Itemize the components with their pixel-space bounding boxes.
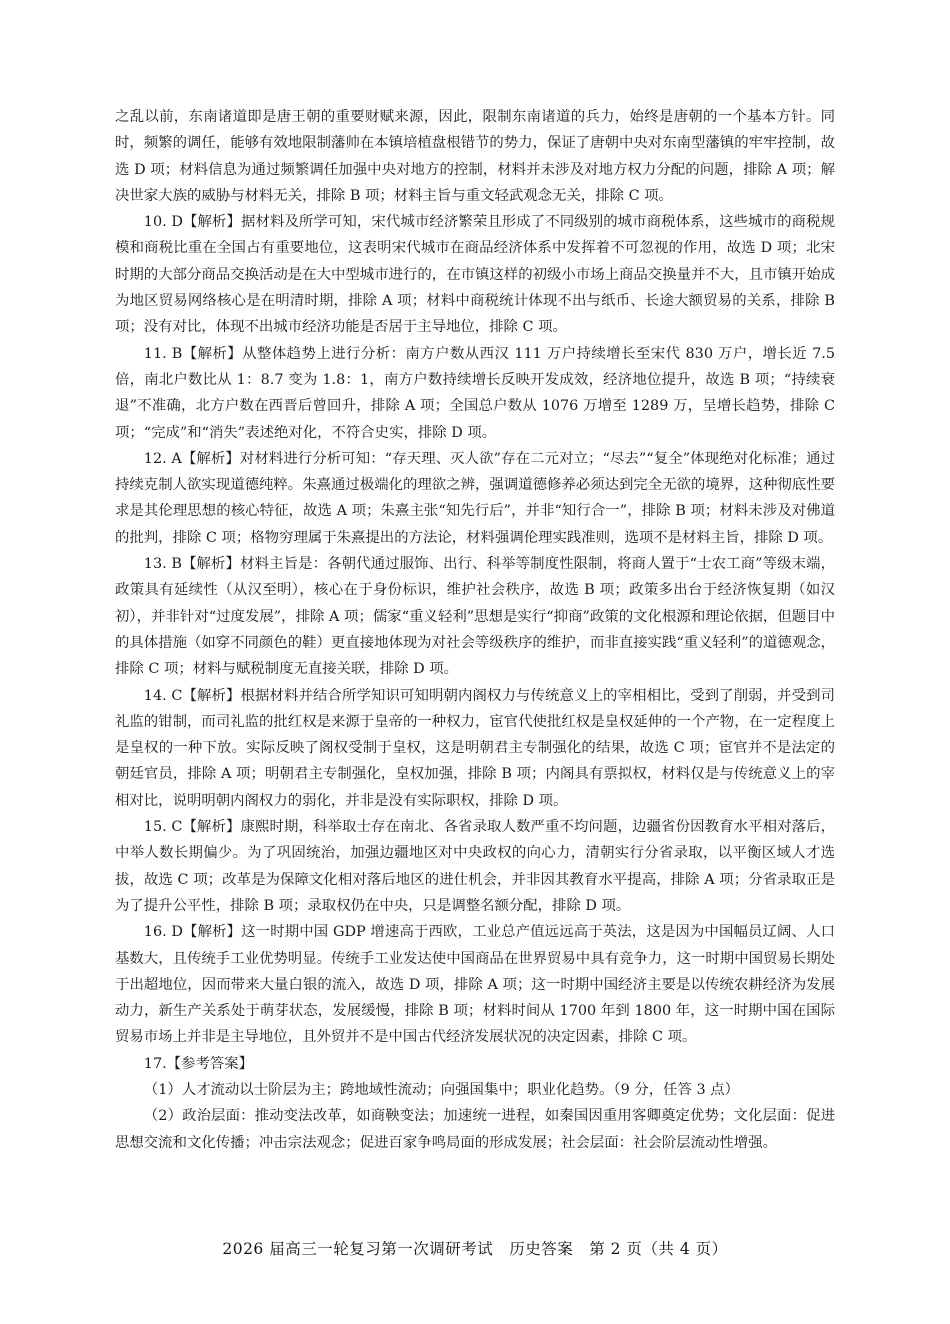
paragraph-q10: 10. D【解析】据材料及所学可知，宋代城市经济繁荣且形成了不同级别的城市商税体系，这些城市的商税规模和商税比重在全国占有重要地位，这表明宋代城市在商品经济体系中发挥着不可忽视的作用，故选 D 项；北宋时期的大部分商品交换活动是在大中型城市进行的，在市镇这样的初级小市场上商品交换量并不大，且市镇开始成为地区贸易网络核心是在明清时期，排除 A 项；材料中商税统计体现不出与纸币、长途大额贸易的关系，排除 B 项；没有对比，体现不出城市经济功能是否居于主导地位，排除 C 项。	[115, 214, 835, 336]
paragraph-q14: 14. C【解析】根据材料并结合所学知识可知明朝内阁权力与传统意义上的宰相相比，受到了削弱，并受到司礼监的钳制，而司礼监的批红权是来源于皇帝的一种权力，宦官代使批红权是皇权延伸的一个产物，在一定程度上是皇权的一种下放。实际反映了阁权受制于皇权，这是明朝君主专制强化的结果，故选 C 项；宦官并不是法定的朝廷官员，排除 A 项；明朝君主专制强化，皇权加强，排除 B 项；内阁具有票拟权，材料仅是与传统意义上的宰相对比，说明明朝内阁权力的弱化，并非是没有实际职权，排除 D 项。	[115, 687, 835, 809]
answer-body	[115, 104, 835, 1156]
paragraph-q13: 13. B【解析】材料主旨是：各朝代通过服饰、出行、科举等制度性限制，将商人置于“士农工商”等级末端，政策具有延续性（从汉至明），核心在于身份标识，维护社会秩序，故选 B 项；政策多出台于经济恢复期（如汉初），并非针对“过度发展”，排除 A 项；儒家“重义轻利”思想是实行“抑商”政策的文化根源和理论依据，但题目中的具体措施（如穿不同颜色的鞋）更直接地体现为对社会等级秩序的维护，而非直接实践“重义轻利”的道德观念，排除 C 项；材料与赋税制度无直接关联，排除 D 项。	[115, 556, 835, 678]
paragraph-q17-part1: （1）人才流动以士阶层为主；跨地域性流动；向强国集中；职业化趋势。（9 分，任答 3 点）	[143, 1081, 740, 1098]
paragraph-continued: 之乱以前，东南诸道即是唐王朝的重要财赋来源，因此，限制东南诸道的兵力，始终是唐朝的一个基本方针。同时，频繁的调任，能够有效地限制藩帅在本镇培植盘根错节的势力，保证了唐朝中央对东南型藩镇的牢牢控制，故选 D 项；材料信息为通过频繁调任加强中央对地方的控制，材料并未涉及对地方权力分配的问题，排除 A 项；解决世家大族的威胁与材料无关，排除 B 项；材料主旨与重文轻武观念无关，排除 C 项。	[115, 109, 835, 204]
paragraph-q17-heading: 17.【参考答案】	[143, 1055, 254, 1072]
paragraph-q11: 11. B【解析】从整体趋势上进行分析：南方户数从西汉 111 万户持续增长至宋代 830 万户，增长近 7.5 倍，南北户数比从 1：8.7 变为 1.8：1，南方户数持续增长反映开发成效，经济地位提升，故选 B 项；“持续衰退”不准确，北方户数在西晋后曾回升，排除 A 项；全国总户数从 1076 万增至 1289 万，呈增长趋势，排除 C 项；“完成”和“消失”表述绝对化，不符合史实，排除 D 项。	[115, 345, 835, 441]
paragraph-q15: 15. C【解析】康熙时期，科举取士存在南北、各省录取人数严重不均问题，边疆省份因教育水平相对落后，中举人数长期偏少。为了巩固统治，加强边疆地区对中央政权的向心力，清朝实行分省录取，以平衡区域人才选拔，故选 C 项；改革是为保障文化相对落后地区的进仕机会，并非因其教育水平提高，排除 A 项；分省录取正是为了提升公平性，排除 B 项；录取权仍在中央，只是调整名额分配，排除 D 项。	[115, 819, 835, 914]
paragraph-q17-part2: （2）政治层面：推动变法改革，如商鞅变法；加速统一进程，如秦国因重用客卿奠定优势；文化层面：促进思想交流和文化传播；冲击宗法观念；促进百家争鸣局面的形成发展；社会层面：社会阶层流动性增强。	[115, 1108, 835, 1151]
paragraph-q12: 12. A【解析】对材料进行分析可知：“存天理、灭人欲”存在二元对立；“尽去”“复全”体现绝对化标准；通过持续克制人欲实现道德纯粹。朱熹通过极端化的理欲之辨，强调道德修养必须达到完全无欲的境界，这种彻底性要求是其伦理思想的核心特征，故选 A 项；朱熹主张“知先行后”，并非“知行合一”，排除 B 项；材料未涉及对佛道的批判，排除 C 项；格物穷理属于朱熹提出的方法论，材料强调伦理实践准则，选项不是材料主旨，排除 D 项。	[115, 450, 835, 546]
page-footer: 2026 届高三一轮复习第一次调研考试 历史答案 第 2 页（共 4 页）	[222, 1240, 728, 1258]
paragraph-q16: 16. D【解析】这一时期中国 GDP 增速高于西欧，工业总产值远远高于英法，这是因为中国幅员辽阔、人口基数大，且传统手工业优势明显。传统手工业发达使中国商品在世界贸易中具有竞争力，这一时期中国贸易长期处于出超地位，因而带来大量白银的流入，故选 D 项，排除 A 项；这一时期中国经济主要是以传统农耕经济为发展动力，新生产关系处于萌芽状态，发展缓慢，排除 B 项；材料时间从 1700 年到 1800 年，这一时期中国在国际贸易市场上并非是主导地位，且外贸并不是中国古代经济发展状况的决定因素，排除 C 项。	[115, 924, 835, 1046]
